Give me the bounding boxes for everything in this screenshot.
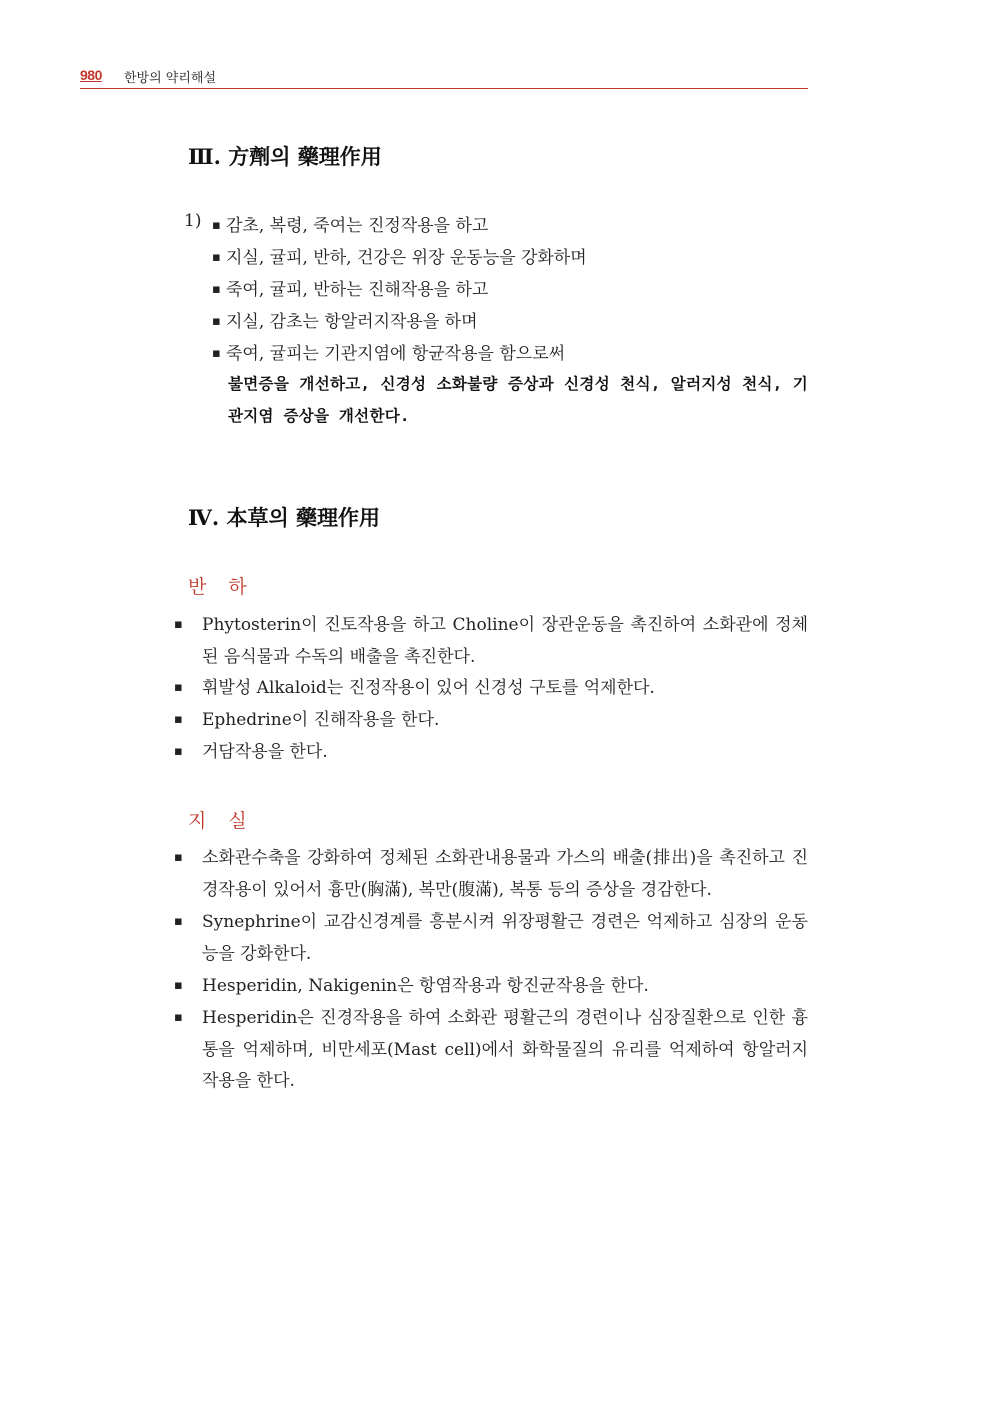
list-item: ▪ 감초, 복령, 죽여는 진정작용을 하고 bbox=[212, 216, 489, 236]
herb-item: ▪ Hesperidin은 진경작용을 하여 소화관 평활근의 경련이나 심장질환으로 인한 흉통을 억제하며, 비만세포(Mast cell)에서 화학물질의 유리를 억제하여 항알러지작용을 한다. bbox=[188, 1002, 808, 1098]
page-header bbox=[80, 66, 808, 89]
section-heading-formula: Ⅲ. 方劑의 藥理作用 bbox=[188, 144, 382, 169]
herb-name-jisil: 지 실 bbox=[188, 810, 255, 832]
bullet-icon: ▪ bbox=[174, 744, 183, 759]
herb-item: ▪ 소화관수축을 강화하여 정체된 소화관내용물과 가스의 배출(排出)을 촉진하고 진경작용이 있어서 흉만(胸滿), 복만(腹滿), 복통 등의 증상을 경감한다. bbox=[188, 842, 808, 906]
herb-name-banha: 반 하 bbox=[188, 576, 255, 598]
page-number: 980 bbox=[80, 67, 102, 83]
bullet-icon: ▪ bbox=[174, 1010, 183, 1025]
herb-item: ▪ Hesperidin, Nakigenin은 항염작용과 항진균작용을 한다. bbox=[188, 970, 808, 1003]
herb-item: ▪ Synephrine이 교감신경계를 흥분시켜 위장평활근 경련은 억제하고 심장의 운동능을 강화한다. bbox=[188, 906, 808, 970]
summary-text: 불면증을 개선하고, 신경성 소화불량 증상과 신경성 천식, 알러지성 천식, 기관지염 증상을 개선한다. bbox=[228, 375, 808, 425]
bullet-icon: ▪ bbox=[174, 850, 183, 865]
herb-item: ▪ 휘발성 Alkaloid는 진정작용이 있어 신경성 구토를 억제한다. bbox=[188, 672, 808, 705]
bullet-icon: ▪ bbox=[174, 712, 183, 727]
list-item: ▪ 지실, 감초는 항알러지작용을 하며 bbox=[212, 312, 478, 332]
bullet-icon: ▪ bbox=[174, 914, 183, 929]
list-number: 1) bbox=[184, 211, 202, 231]
bullet-icon: ▪ bbox=[174, 617, 183, 632]
bullet-icon: ▪ bbox=[212, 346, 221, 361]
bullet-icon: ▪ bbox=[212, 250, 221, 265]
bullet-icon: ▪ bbox=[212, 218, 221, 233]
list-item: ▪ 죽여, 귤피, 반하는 진해작용을 하고 bbox=[212, 280, 489, 300]
list-item: ▪ 지실, 귤피, 반하, 건강은 위장 운동능을 강화하며 bbox=[212, 248, 587, 268]
herb-item: ▪ Ephedrine이 진해작용을 한다. bbox=[188, 704, 808, 737]
bullet-icon: ▪ bbox=[174, 978, 183, 993]
bullet-icon: ▪ bbox=[212, 314, 221, 329]
list-item: ▪ 죽여, 귤피는 기관지염에 항균작용을 함으로써 bbox=[212, 344, 566, 364]
herb-item: ▪ Phytosterin이 진토작용을 하고 Choline이 장관운동을 촉진하여 소화관에 정체된 음식물과 수독의 배출을 촉진한다. bbox=[188, 609, 808, 673]
herb-item: ▪ 거담작용을 한다. bbox=[188, 736, 808, 769]
bullet-icon: ▪ bbox=[212, 282, 221, 297]
bullet-icon: ▪ bbox=[174, 680, 183, 695]
section-heading-herb: Ⅳ. 本草의 藥理作用 bbox=[188, 505, 381, 530]
book-title: 한방의 약리해설 bbox=[124, 71, 217, 86]
